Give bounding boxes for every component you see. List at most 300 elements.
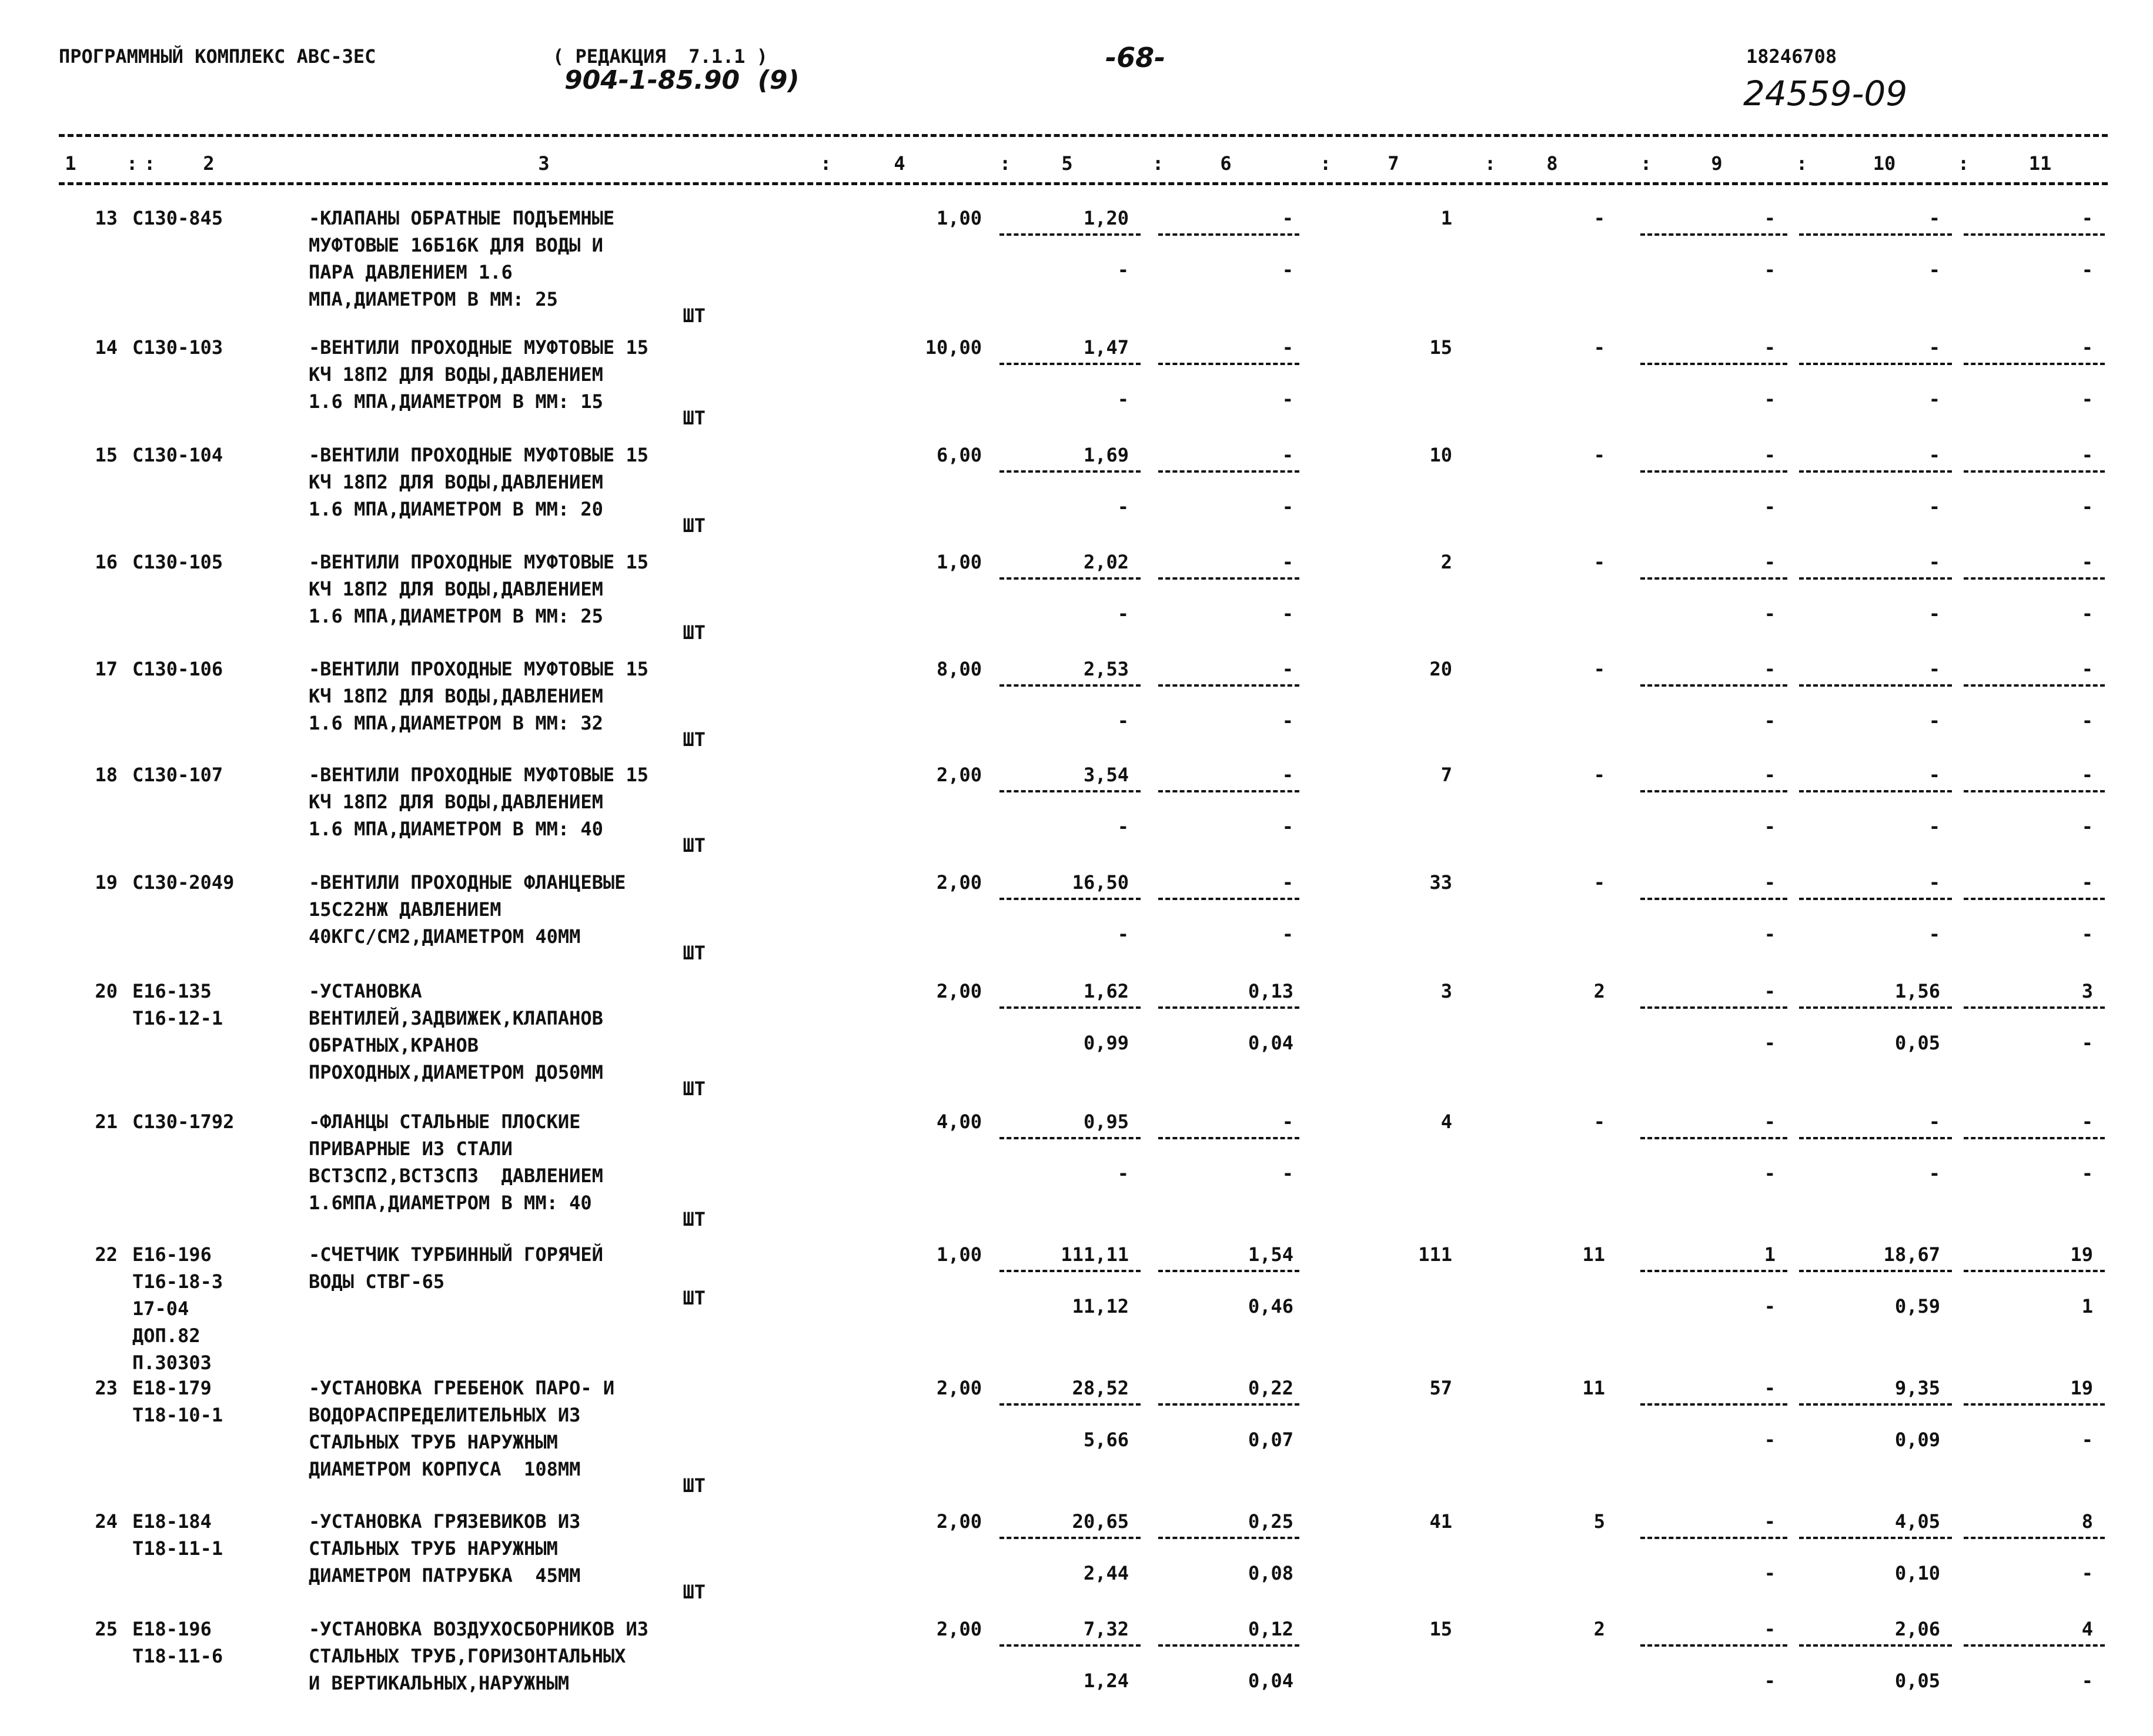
row-col11-value: 3	[2081, 980, 2093, 1002]
row-quantity: 2,00	[936, 1618, 982, 1640]
row-col7-value: 1	[1440, 207, 1452, 229]
row-description-line: -КЛАПАНЫ ОБРАТНЫЕ ПОДЪЕМНЫЕ	[309, 207, 615, 229]
fraction-rule-col5	[999, 1403, 1141, 1406]
row-col7-value: 33	[1429, 871, 1452, 894]
row-col9-secondary: -	[1764, 923, 1776, 945]
fraction-rule-col11	[1964, 1537, 2105, 1539]
row-col6-secondary: -	[1282, 603, 1293, 625]
row-description-line: КЧ 18П2 ДЛЯ ВОДЫ,ДАВЛЕНИЕМ	[309, 578, 603, 600]
row-number: 13	[95, 207, 118, 229]
fraction-rule-col10	[1799, 363, 1952, 365]
row-col10-secondary: -	[1928, 710, 1940, 732]
row-col6-secondary: 0,04	[1248, 1032, 1293, 1054]
row-col11-secondary: -	[2081, 1032, 2093, 1054]
row-code: Т18-11-1	[132, 1537, 223, 1560]
row-description-line: ПРОХОДНЫХ,ДИАМЕТРОМ ДО50ММ	[309, 1061, 603, 1083]
row-description-line: КЧ 18П2 ДЛЯ ВОДЫ,ДАВЛЕНИЕМ	[309, 791, 603, 813]
row-col5-value: 1,47	[1083, 336, 1129, 359]
fraction-rule-col9	[1640, 470, 1787, 473]
fraction-rule-col9	[1640, 898, 1787, 900]
column-header-2: 2	[203, 152, 215, 175]
fraction-rule-col6	[1158, 1644, 1299, 1647]
fraction-rule-col10	[1799, 1270, 1952, 1272]
fraction-rule-col11	[1964, 1137, 2105, 1139]
row-description-line: -ВЕНТИЛИ ПРОХОДНЫЕ МУФТОВЫЕ 15	[309, 764, 648, 786]
page-number: -68-	[1105, 42, 1166, 73]
fraction-rule-col6	[1158, 898, 1299, 900]
row-col6-secondary: -	[1282, 923, 1293, 945]
fraction-rule-col6	[1158, 1270, 1299, 1272]
row-description-line: 1.6 МПА,ДИАМЕТРОМ В ММ: 32	[309, 712, 603, 734]
row-col11-secondary: -	[2081, 923, 2093, 945]
row-description-line: МУФТОВЫЕ 16Б16К ДЛЯ ВОДЫ И	[309, 234, 603, 256]
column-header-7: 7	[1388, 152, 1399, 175]
row-col8-value: 5	[1593, 1510, 1605, 1533]
row-unit: ШТ	[683, 305, 706, 327]
row-description-line: ПАРА ДАВЛЕНИЕМ 1.6	[309, 261, 513, 283]
row-col9-value: -	[1764, 658, 1776, 680]
row-col5-value: 111,11	[1061, 1243, 1129, 1266]
row-code: Т16-12-1	[132, 1007, 223, 1029]
fraction-rule-col9	[1640, 1403, 1787, 1406]
row-col10-secondary: -	[1928, 388, 1940, 410]
document-number: 18246708	[1746, 45, 1837, 68]
column-separator: :	[999, 152, 1011, 175]
column-separator: :	[820, 152, 832, 175]
row-description-line: -ФЛАНЦЫ СТАЛЬНЫЕ ПЛОСКИЕ	[309, 1110, 581, 1133]
column-header-4: 4	[894, 152, 905, 175]
row-description-line: ВСТ3СП2,ВСТ3СП3 ДАВЛЕНИЕМ	[309, 1165, 603, 1187]
row-col9-value: -	[1764, 1377, 1776, 1399]
row-description-line: -СЧЕТЧИК ТУРБИННЫЙ ГОРЯЧЕЙ	[309, 1243, 603, 1266]
fraction-rule-col6	[1158, 684, 1299, 687]
row-col6-value: 0,25	[1248, 1510, 1293, 1533]
fraction-rule-col11	[1964, 1644, 2105, 1647]
row-col9-value: -	[1764, 551, 1776, 573]
row-description-line: СТАЛЬНЫХ ТРУБ НАРУЖНЫМ	[309, 1431, 558, 1453]
row-quantity: 8,00	[936, 658, 982, 680]
row-unit: ШТ	[683, 1078, 706, 1100]
row-col9-secondary: -	[1764, 1162, 1776, 1185]
fraction-rule-col9	[1640, 684, 1787, 687]
row-col6-value: -	[1282, 336, 1293, 359]
row-col5-value: 1,20	[1083, 207, 1129, 229]
column-separator: :	[1640, 152, 1652, 175]
edition-label: ( РЕДАКЦИЯ 7.1.1 )	[553, 45, 768, 68]
fraction-rule-col10	[1799, 1403, 1952, 1406]
row-quantity: 4,00	[936, 1110, 982, 1133]
row-code: П.30303	[132, 1352, 212, 1374]
fraction-rule-col6	[1158, 1537, 1299, 1539]
row-col8-value: -	[1593, 551, 1605, 573]
row-col10-value: -	[1928, 207, 1940, 229]
column-separator: :	[1320, 152, 1332, 175]
fraction-rule-col10	[1799, 1644, 1952, 1647]
row-col6-secondary: 0,08	[1248, 1562, 1293, 1584]
row-unit: ШТ	[683, 407, 706, 429]
column-header-11: 11	[2028, 152, 2052, 175]
fraction-rule-col5	[999, 470, 1141, 473]
fraction-rule-col5	[999, 1006, 1141, 1009]
row-col5-secondary: -	[1117, 496, 1129, 518]
row-col6-value: -	[1282, 551, 1293, 573]
row-description-line: ВОДОРАСПРЕДЕЛИТЕЛЬНЫХ ИЗ	[309, 1404, 581, 1426]
row-description-line: 1.6 МПА,ДИАМЕТРОМ В ММ: 20	[309, 498, 603, 520]
row-col11-value: -	[2081, 1110, 2093, 1133]
fraction-rule-col9	[1640, 790, 1787, 792]
row-description-line: СТАЛЬНЫХ ТРУБ,ГОРИЗОНТАЛЬНЫХ	[309, 1645, 626, 1667]
row-col9-secondary: -	[1764, 1670, 1776, 1692]
row-col6-value: -	[1282, 871, 1293, 894]
fraction-rule-col9	[1640, 233, 1787, 236]
column-header-3: 3	[538, 152, 550, 175]
fraction-rule-col6	[1158, 363, 1299, 365]
fraction-rule-col11	[1964, 898, 2105, 900]
fraction-rule-col5	[999, 1137, 1141, 1139]
row-unit: ШТ	[683, 514, 706, 537]
fraction-rule-col10	[1799, 684, 1952, 687]
row-col5-secondary: -	[1117, 1162, 1129, 1185]
fraction-rule-col9	[1640, 1537, 1787, 1539]
fraction-rule-col9	[1640, 1006, 1787, 1009]
fraction-rule-col5	[999, 790, 1141, 792]
row-description-line: ВОДЫ СТВГ-65	[309, 1270, 445, 1293]
row-number: 25	[95, 1618, 118, 1640]
row-description-line: -ВЕНТИЛИ ПРОХОДНЫЕ МУФТОВЫЕ 15	[309, 444, 648, 466]
row-col10-value: 1,56	[1894, 980, 1940, 1002]
row-col10-value: -	[1928, 658, 1940, 680]
row-col10-value: 4,05	[1894, 1510, 1940, 1533]
fraction-rule-col6	[1158, 470, 1299, 473]
row-description-line: КЧ 18П2 ДЛЯ ВОДЫ,ДАВЛЕНИЕМ	[309, 363, 603, 386]
row-quantity: 2,00	[936, 980, 982, 1002]
row-description-line: СТАЛЬНЫХ ТРУБ НАРУЖНЫМ	[309, 1537, 558, 1560]
row-col5-value: 1,69	[1083, 444, 1129, 466]
row-code: С130-106	[132, 658, 223, 680]
row-col8-value: -	[1593, 207, 1605, 229]
column-separator: :	[1958, 152, 1970, 175]
row-col10-secondary: 0,05	[1894, 1670, 1940, 1692]
row-col5-value: 3,54	[1083, 764, 1129, 786]
column-header-8: 8	[1546, 152, 1558, 175]
row-number: 16	[95, 551, 118, 573]
row-col7-value: 10	[1429, 444, 1452, 466]
row-number: 17	[95, 658, 118, 680]
fraction-rule-col11	[1964, 684, 2105, 687]
column-header-6: 6	[1220, 152, 1232, 175]
row-col9-secondary: -	[1764, 1032, 1776, 1054]
row-col11-secondary: -	[2081, 1562, 2093, 1584]
row-col10-secondary: 0,59	[1894, 1295, 1940, 1317]
row-description-line: КЧ 18П2 ДЛЯ ВОДЫ,ДАВЛЕНИЕМ	[309, 471, 603, 493]
row-description-line: -ВЕНТИЛИ ПРОХОДНЫЕ МУФТОВЫЕ 15	[309, 336, 648, 359]
row-col8-value: 2	[1593, 1618, 1605, 1640]
fraction-rule-col9	[1640, 577, 1787, 580]
row-description-line: -УСТАНОВКА ВОЗДУХОСБОРНИКОВ ИЗ	[309, 1618, 648, 1640]
row-col11-secondary: 1	[2081, 1295, 2093, 1317]
fraction-rule-col5	[999, 233, 1141, 236]
fraction-rule-col10	[1799, 577, 1952, 580]
fraction-rule-col10	[1799, 1137, 1952, 1139]
row-col6-secondary: 0,07	[1248, 1429, 1293, 1451]
row-code: Е18-184	[132, 1510, 212, 1533]
row-code: С130-845	[132, 207, 223, 229]
row-description-line: 1.6 МПА,ДИАМЕТРОМ В ММ: 40	[309, 818, 603, 840]
row-col5-value: 20,65	[1072, 1510, 1129, 1533]
row-col6-value: 0,12	[1248, 1618, 1293, 1640]
row-code: Е18-179	[132, 1377, 212, 1399]
row-number: 24	[95, 1510, 118, 1533]
row-col10-value: -	[1928, 764, 1940, 786]
row-description-line: 40КГС/СМ2,ДИАМЕТРОМ 40ММ	[309, 925, 581, 948]
row-col11-value: -	[2081, 551, 2093, 573]
column-separator: :	[1485, 152, 1496, 175]
row-col10-secondary: 0,05	[1894, 1032, 1940, 1054]
row-col10-secondary: -	[1928, 603, 1940, 625]
row-col6-secondary: -	[1282, 388, 1293, 410]
fraction-rule-col6	[1158, 233, 1299, 236]
row-number: 14	[95, 336, 118, 359]
row-col11-secondary: -	[2081, 1670, 2093, 1692]
column-separator: :	[126, 152, 138, 175]
row-col8-value: -	[1593, 658, 1605, 680]
row-number: 15	[95, 444, 118, 466]
row-description-line: КЧ 18П2 ДЛЯ ВОДЫ,ДАВЛЕНИЕМ	[309, 685, 603, 707]
row-col9-value: -	[1764, 1510, 1776, 1533]
row-number: 18	[95, 764, 118, 786]
row-col11-value: 19	[2070, 1377, 2093, 1399]
row-number: 19	[95, 871, 118, 894]
column-separator: :	[144, 152, 156, 175]
row-col5-value: 2,02	[1083, 551, 1129, 573]
row-col9-secondary: -	[1764, 496, 1776, 518]
row-col7-value: 20	[1429, 658, 1452, 680]
row-col5-value: 1,62	[1083, 980, 1129, 1002]
table-top-rule	[59, 134, 2108, 137]
row-col10-value: -	[1928, 444, 1940, 466]
fraction-rule-col6	[1158, 1137, 1299, 1139]
row-quantity: 1,00	[936, 207, 982, 229]
row-description-line: ДИАМЕТРОМ КОРПУСА 108ММ	[309, 1458, 581, 1480]
row-col9-secondary: -	[1764, 259, 1776, 281]
row-col7-value: 7	[1440, 764, 1452, 786]
row-col5-secondary: 11,12	[1072, 1295, 1129, 1317]
fraction-rule-col11	[1964, 363, 2105, 365]
fraction-rule-col5	[999, 577, 1141, 580]
row-col11-secondary: -	[2081, 603, 2093, 625]
row-col5-secondary: -	[1117, 815, 1129, 838]
row-quantity: 2,00	[936, 1510, 982, 1533]
fraction-rule-col11	[1964, 233, 2105, 236]
row-description-line: 1.6МПА,ДИАМЕТРОМ В ММ: 40	[309, 1192, 592, 1214]
handwritten-number: 24559-09	[1743, 73, 1908, 113]
fraction-rule-col5	[999, 1537, 1141, 1539]
row-code: Т18-11-6	[132, 1645, 223, 1667]
row-col5-secondary: -	[1117, 388, 1129, 410]
row-col9-secondary: -	[1764, 710, 1776, 732]
row-code: 17-04	[132, 1297, 189, 1320]
row-col9-secondary: -	[1764, 603, 1776, 625]
row-col6-secondary: 0,04	[1248, 1670, 1293, 1692]
fraction-rule-col11	[1964, 1403, 2105, 1406]
handwritten-code: 904-1-85.90 (9)	[564, 65, 800, 95]
row-unit: ШТ	[683, 1581, 706, 1603]
row-col6-value: 0,13	[1248, 980, 1293, 1002]
row-col7-value: 15	[1429, 1618, 1452, 1640]
row-code: Е16-135	[132, 980, 212, 1002]
row-col5-secondary: 5,66	[1083, 1429, 1129, 1451]
column-separator: :	[1152, 152, 1164, 175]
row-code: С130-103	[132, 336, 223, 359]
row-col10-secondary: 0,10	[1894, 1562, 1940, 1584]
row-col11-value: 8	[2081, 1510, 2093, 1533]
fraction-rule-col10	[1799, 233, 1952, 236]
column-header-1: 1	[65, 152, 76, 175]
row-col11-secondary: -	[2081, 1429, 2093, 1451]
column-header-9: 9	[1711, 152, 1723, 175]
row-col5-value: 0,95	[1083, 1110, 1129, 1133]
row-code: Е16-196	[132, 1243, 212, 1266]
fraction-rule-col6	[1158, 577, 1299, 580]
row-col6-secondary: 0,46	[1248, 1295, 1293, 1317]
row-col9-value: -	[1764, 207, 1776, 229]
row-col8-value: -	[1593, 444, 1605, 466]
row-description-line: МПА,ДИАМЕТРОМ В ММ: 25	[309, 288, 558, 310]
fraction-rule-col5	[999, 684, 1141, 687]
row-col11-value: -	[2081, 336, 2093, 359]
row-col9-secondary: -	[1764, 1562, 1776, 1584]
row-col5-value: 2,53	[1083, 658, 1129, 680]
row-code: Т16-18-3	[132, 1270, 223, 1293]
row-col11-secondary: -	[2081, 1162, 2093, 1185]
row-col10-value: 9,35	[1894, 1377, 1940, 1399]
row-col8-value: -	[1593, 1110, 1605, 1133]
fraction-rule-col9	[1640, 1270, 1787, 1272]
row-code: С130-2049	[132, 871, 235, 894]
table-header-rule	[59, 182, 2108, 185]
row-quantity: 10,00	[925, 336, 982, 359]
row-col5-value: 16,50	[1072, 871, 1129, 894]
row-quantity: 1,00	[936, 551, 982, 573]
program-title: ПРОГРАММНЫЙ КОМПЛЕКС АВС-ЗЕС	[59, 45, 376, 68]
row-col9-value: -	[1764, 1618, 1776, 1640]
row-code: Т18-10-1	[132, 1404, 223, 1426]
row-description-line: 15С22НЖ ДАВЛЕНИЕМ	[309, 898, 502, 921]
row-col7-value: 41	[1429, 1510, 1452, 1533]
row-number: 21	[95, 1110, 118, 1133]
row-description-line: -ВЕНТИЛИ ПРОХОДНЫЕ МУФТОВЫЕ 15	[309, 551, 648, 573]
row-col11-value: -	[2081, 207, 2093, 229]
row-description-line: 1.6 МПА,ДИАМЕТРОМ В ММ: 25	[309, 605, 603, 627]
row-col5-value: 28,52	[1072, 1377, 1129, 1399]
column-header-10: 10	[1873, 152, 1896, 175]
fraction-rule-col11	[1964, 1270, 2105, 1272]
row-col8-value: -	[1593, 336, 1605, 359]
row-col9-value: -	[1764, 764, 1776, 786]
fraction-rule-col6	[1158, 1403, 1299, 1406]
row-col6-value: -	[1282, 207, 1293, 229]
row-col5-secondary: -	[1117, 259, 1129, 281]
row-col8-value: 11	[1582, 1377, 1605, 1399]
row-col8-value: -	[1593, 764, 1605, 786]
row-col9-value: -	[1764, 980, 1776, 1002]
row-col11-value: 19	[2070, 1243, 2093, 1266]
row-col11-value: -	[2081, 871, 2093, 894]
row-col7-value: 2	[1440, 551, 1452, 573]
row-col5-secondary: 1,24	[1083, 1670, 1129, 1692]
row-col5-secondary: -	[1117, 603, 1129, 625]
fraction-rule-col10	[1799, 790, 1952, 792]
row-col7-value: 15	[1429, 336, 1452, 359]
row-col9-value: -	[1764, 444, 1776, 466]
fraction-rule-col9	[1640, 363, 1787, 365]
row-col10-value: -	[1928, 871, 1940, 894]
row-col5-value: 7,32	[1083, 1618, 1129, 1640]
row-unit: ШТ	[683, 621, 706, 644]
row-unit: ШТ	[683, 728, 706, 751]
row-col10-value: 2,06	[1894, 1618, 1940, 1640]
row-description-line: ДИАМЕТРОМ ПАТРУБКА 45ММ	[309, 1564, 581, 1587]
row-col7-value: 57	[1429, 1377, 1452, 1399]
row-col6-secondary: -	[1282, 496, 1293, 518]
row-col10-secondary: -	[1928, 1162, 1940, 1185]
row-col9-secondary: -	[1764, 1429, 1776, 1451]
row-col6-secondary: -	[1282, 815, 1293, 838]
row-description-line: -УСТАНОВКА	[309, 980, 422, 1002]
row-col5-secondary: 0,99	[1083, 1032, 1129, 1054]
row-col9-secondary: -	[1764, 388, 1776, 410]
row-quantity: 2,00	[936, 1377, 982, 1399]
row-col10-value: -	[1928, 551, 1940, 573]
fraction-rule-col6	[1158, 790, 1299, 792]
fraction-rule-col10	[1799, 1006, 1952, 1009]
row-col11-secondary: -	[2081, 710, 2093, 732]
row-col9-value: -	[1764, 1110, 1776, 1133]
row-description-line: ОБРАТНЫХ,КРАНОВ	[309, 1034, 479, 1056]
row-col11-secondary: -	[2081, 259, 2093, 281]
row-unit: ШТ	[683, 1474, 706, 1497]
row-number: 22	[95, 1243, 118, 1266]
row-col7-value: 111	[1418, 1243, 1452, 1266]
row-col5-secondary: -	[1117, 923, 1129, 945]
row-col11-secondary: -	[2081, 815, 2093, 838]
row-col10-secondary: -	[1928, 496, 1940, 518]
row-unit: ШТ	[683, 1208, 706, 1230]
row-col11-secondary: -	[2081, 496, 2093, 518]
row-col10-secondary: 0,09	[1894, 1429, 1940, 1451]
row-description-line: ВЕНТИЛЕЙ,ЗАДВИЖЕК,КЛАПАНОВ	[309, 1007, 603, 1029]
row-description-line: 1.6 МПА,ДИАМЕТРОМ В ММ: 15	[309, 390, 603, 413]
column-header-5: 5	[1061, 152, 1073, 175]
row-code: С130-104	[132, 444, 223, 466]
column-separator: :	[1796, 152, 1808, 175]
row-quantity: 1,00	[936, 1243, 982, 1266]
row-code: Е18-196	[132, 1618, 212, 1640]
row-col5-secondary: 2,44	[1083, 1562, 1129, 1584]
row-col6-secondary: -	[1282, 1162, 1293, 1185]
fraction-rule-col11	[1964, 790, 2105, 792]
row-description-line: -УСТАНОВКА ГРЯЗЕВИКОВ ИЗ	[309, 1510, 581, 1533]
row-code: ДОП.82	[132, 1324, 200, 1347]
row-unit: ШТ	[683, 1287, 706, 1309]
row-col5-secondary: -	[1117, 710, 1129, 732]
row-description-line: И ВЕРТИКАЛЬНЫХ,НАРУЖНЫМ	[309, 1672, 570, 1694]
row-col9-value: -	[1764, 336, 1776, 359]
row-col6-value: -	[1282, 764, 1293, 786]
row-col9-value: 1	[1764, 1243, 1776, 1266]
fraction-rule-col9	[1640, 1644, 1787, 1647]
fraction-rule-col10	[1799, 898, 1952, 900]
